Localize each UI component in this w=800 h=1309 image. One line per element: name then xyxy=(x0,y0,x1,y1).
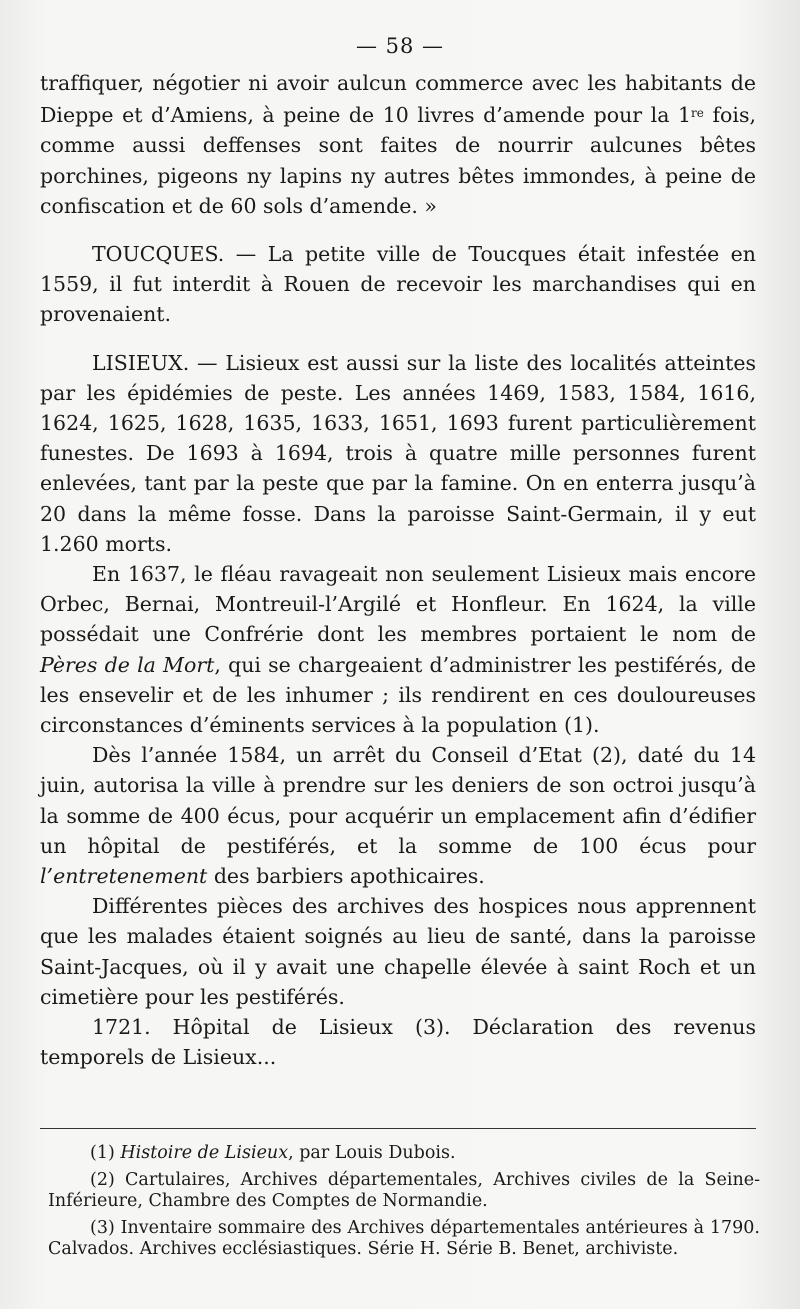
paragraph-1637: En 1637, le fléau ravageait non seulement Lisieux mais encore Orbec, Bernai, Montreuil-l’Argilé et Honfleur. En 1624, la ville possédait une Confrérie dont les membres portaient le nom de Pères de la Mort, qui se chargeaient d’administrer les pestiférés, de les ensevelir et de les inhumer ; ils rendirent en ces douloureuses circonstances d’éminents services à la population (1). xyxy=(40,562,756,738)
footnote-3: (3) Inventaire sommaire des Archives départementales antérieures à 1790. Calvados. Archives ecclésiastiques. Série H. Série B. Benet, archiviste. xyxy=(48,1218,760,1259)
footnote-divider xyxy=(40,1128,756,1129)
italic-peres-de-la-mort: Pères de la Mort xyxy=(40,652,215,677)
italic-entretenement: l’entretenement xyxy=(40,864,208,889)
body-text xyxy=(40,68,756,1073)
footnotes xyxy=(48,1143,760,1266)
paragraph-lisieux: LISIEUX. — Lisieux est aussi sur la liste des localités atteintes par les épidémies de peste. Les années 1469, 1583, 1584, 1616, 1624, 1625, 1628, 1635, 1633, 1651, 1693 furent particulièrement funestes. De 1693 à 1694, trois à quatre mille personnes furent enlevées, tant par la peste que par la famine. On en enterra jusqu’à 20 dans la même fosse. Dans la paroisse Saint-Germain, il y eut 1.260 morts. xyxy=(40,350,756,556)
paragraph-hospices: Différentes pièces des archives des hospices nous apprennent que les malades étaient soignés au lieu de santé, dans la paroisse Saint-Jacques, où il y avait une chapelle élevée à saint Roch et un cimetière pour les pestiférés. xyxy=(40,894,756,1009)
paragraph-continuation: trafﬁquer, négotier ni avoir aulcun commerce avec les habitants de Dieppe et d’Amiens, à peine de 10 livres d’amende pour la 1re fois, comme aussi deffenses sont faites de nourrir aulcunes bêtes porchines, pigeons ny lapins ny autres bêtes immondes, à peine de confiscation et de 60 sols d’amende. » xyxy=(40,71,756,218)
footnote-2: (2) Cartulaires, Archives départementales, Archives civiles de la Seine-Inférieure, Chambre des Comptes de Normandie. xyxy=(48,1170,760,1211)
paragraph-toucques: TOUCQUES. — La petite ville de Toucques était infestée en 1559, il fut interdit à Rouen de recevoir les marchandises qui en provenaient. xyxy=(40,242,756,327)
paragraph-1584: Dès l’année 1584, un arrêt du Conseil d’Etat (2), daté du 14 juin, autorisa la ville à prendre sur les deniers de son octroi jusqu’à la somme de 400 écus, pour acquérir un emplacement afin d’édifier un hôpital de pestiférés, et la somme de 100 écus pour l’entretenement des barbiers apothicaires. xyxy=(40,743,756,889)
paragraph-1721: 1721. Hôpital de Lisieux (3). Déclaration des revenus temporels de Lisieux... xyxy=(40,1015,756,1070)
page-number: — 58 — xyxy=(355,34,445,58)
footnote-1: (1) Histoire de Lisieux, par Louis Dubois. xyxy=(90,1143,456,1163)
